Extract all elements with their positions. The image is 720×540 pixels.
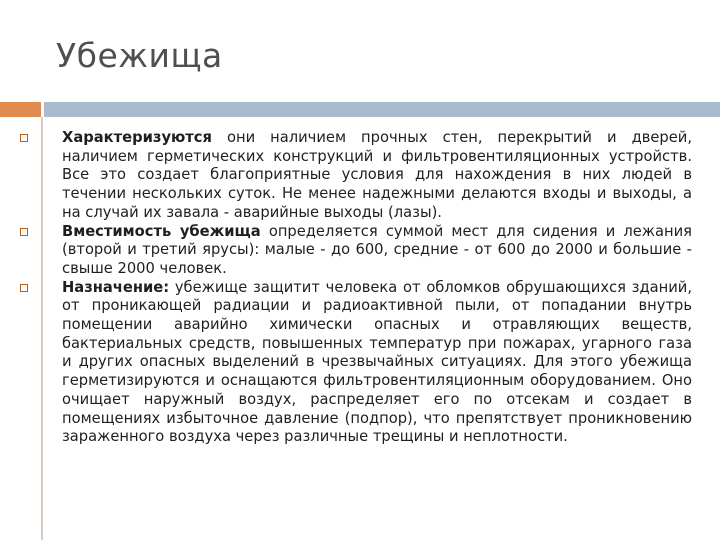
square-bullet-icon — [20, 284, 28, 292]
bullet-list — [20, 129, 692, 447]
slide-title: Убежища — [56, 36, 223, 75]
bullet-text — [62, 223, 692, 279]
title-divider-orange-block — [0, 102, 41, 117]
bullet-body: они наличием прочных стен, перекрытий и дверей, наличием герметических конструкций и фильтровентиляционных устройств. Все это создает благоприятные условия для нахождения в них людей в течении нескольких суток. Не менее надежными делаются входы и выходы, а на случай их завала - аварийные выходы (лазы). — [62, 129, 692, 221]
bullet-body: убежище защитит человека от обломков обрушающихся зданий, от проникающей радиации и радиоактивной пыли, от попадании внутрь помещении аварийно химически опасных и отравляющих веществ, бактериальных средств, повышенных температур при пожарах, угарного газа и других опасных выделений в чрезвычайных ситуациях. Для этого убежища герметизируются и оснащаются фильтровентиляционным оборудованием. Оно очищает наружный воздух, распределяет его по отсекам и создает в помещениях избыточное давление (подпор), что препятствует проникновению зараженного воздуха через различные трещины и неплотности. — [62, 278, 692, 446]
bullet-text — [62, 279, 692, 447]
bullet-lead: Назначение: — [62, 278, 170, 296]
bullet-lead: Характеризуются — [62, 129, 212, 146]
bullet-item-capacity — [20, 223, 692, 279]
bullet-lead: Вместимость убежища — [62, 222, 261, 240]
bullet-item-characteristics — [20, 129, 692, 223]
bullet-item-purpose — [20, 279, 692, 447]
title-divider-blue-bar — [44, 102, 720, 117]
bullet-text — [62, 129, 692, 223]
bullet-body: определяется суммой мест для сидения и лежания (второй и третий ярусы): малые - до 600, средние - от 600 до 2000 и большие - свыше 2000 человек. — [62, 222, 693, 277]
square-bullet-icon — [20, 228, 28, 236]
square-bullet-icon — [20, 134, 28, 142]
